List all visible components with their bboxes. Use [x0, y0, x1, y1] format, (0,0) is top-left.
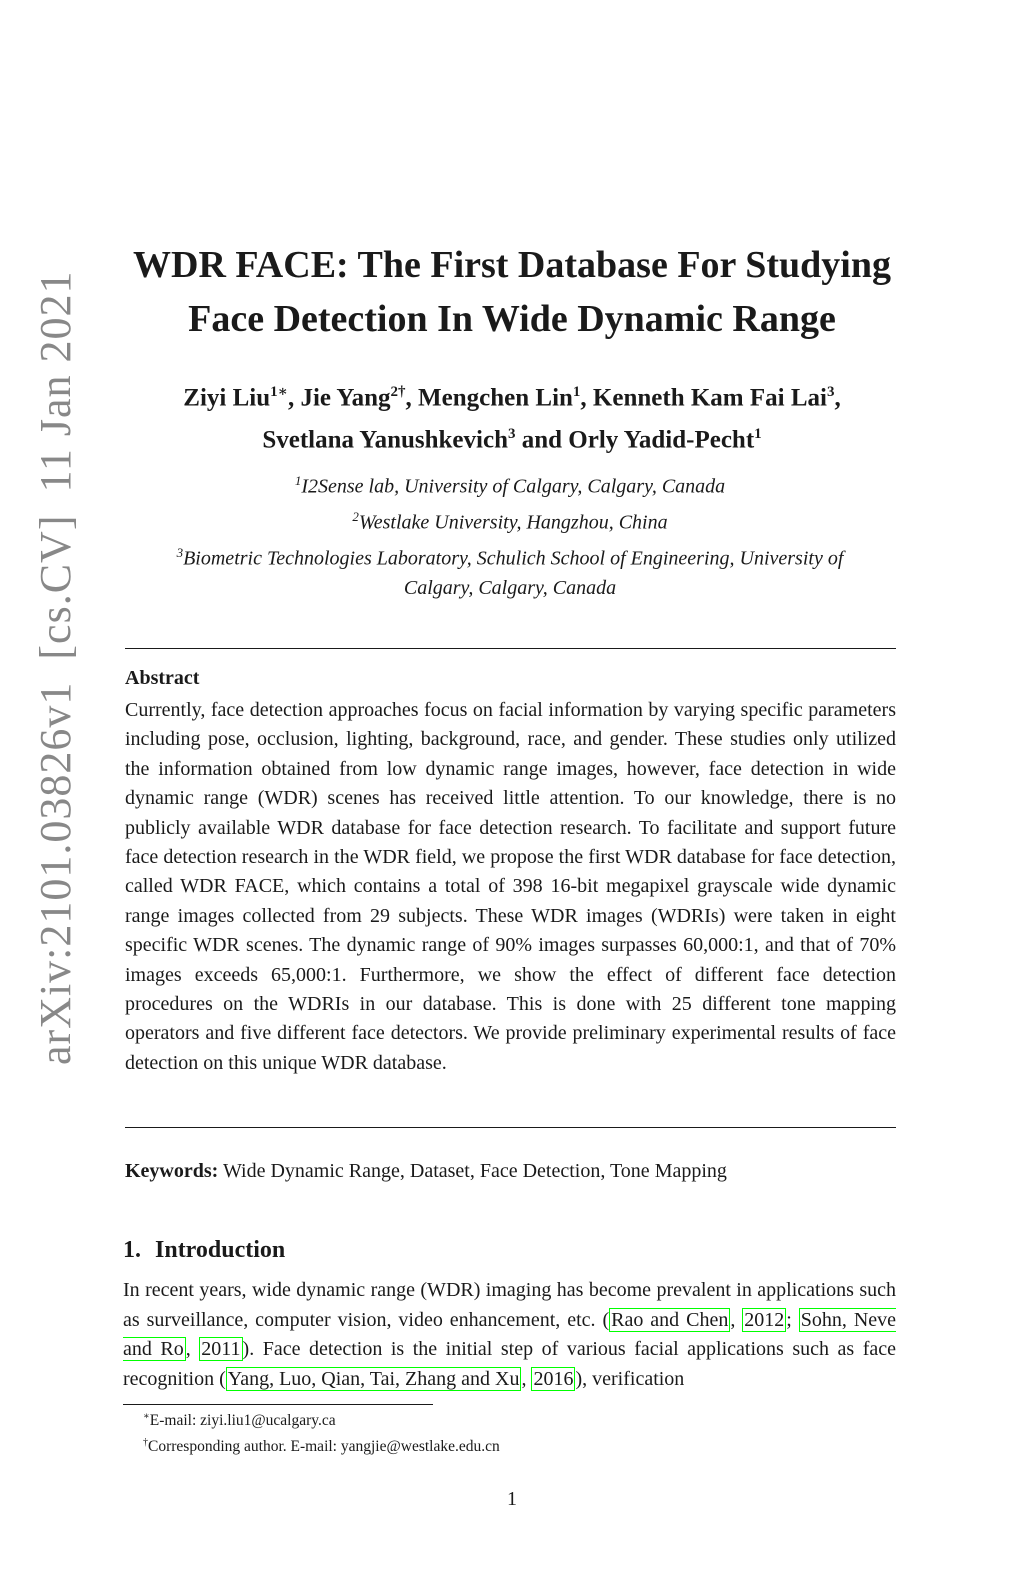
- author-mark: 1∗: [270, 384, 288, 400]
- citation-link[interactable]: 2011: [201, 1338, 241, 1360]
- intro-text: ,: [185, 1338, 200, 1360]
- arxiv-date: 11 Jan 2021: [31, 270, 80, 493]
- author-list: [0, 374, 1024, 459]
- abstract-bottom-rule: [125, 1127, 896, 1128]
- footnote-text: Corresponding author. E-mail: yangjie@westlake.edu.cn: [148, 1438, 500, 1456]
- intro-paragraph: [123, 1276, 896, 1394]
- footnote-mark: †: [143, 1437, 148, 1449]
- footnote-rule: [123, 1404, 433, 1405]
- affiliation-mark: 3: [176, 545, 184, 561]
- author-name: Jie Yang: [300, 384, 391, 412]
- affiliation-text: I2Sense lab, University of Calgary, Calgary, Canada: [301, 475, 726, 498]
- keywords: [125, 1160, 727, 1183]
- title-line-2: Face Detection In Wide Dynamic Range: [188, 298, 836, 340]
- arxiv-category: [cs.CV]: [31, 514, 80, 660]
- footnote-text: E-mail: ziyi.liu1@ucalgary.ca: [149, 1412, 336, 1430]
- author-line-1: Ziyi Liu$^{1∗}$, Jie Yang$^{2\dagger}$, Mengchen Lin$^1$, Kenneth Kam Fai Lai$^3$,: [183, 384, 841, 412]
- citation-link[interactable]: Yang, Luo, Qian, Tai, Zhang and Xu: [227, 1367, 520, 1390]
- footnote: [143, 1432, 500, 1458]
- page-number: 1: [507, 1488, 517, 1510]
- affiliation-text: Westlake University, Hangzhou, China: [358, 511, 668, 534]
- author-line-2: [0, 416, 1024, 458]
- author-name: Svetlana Yanushkevich: [262, 426, 508, 454]
- affiliation: [130, 466, 890, 502]
- footnotes: [143, 1406, 500, 1458]
- intro-text: ;: [786, 1308, 799, 1331]
- keywords-text: Wide Dynamic Range, Dataset, Face Detection, Tone Mapping: [222, 1160, 727, 1182]
- footnote-mark: ∗: [143, 1411, 150, 1422]
- intro-text: In recent years, wide dynamic range (WDR) imaging has become prevalent in applications such as surveillance, computer vision, video enhancement, etc. (: [123, 1279, 896, 1331]
- author-mark: 3: [507, 426, 516, 443]
- intro-text: ), verification: [575, 1367, 685, 1390]
- author-and: and: [521, 426, 563, 454]
- affiliations: [130, 466, 890, 604]
- citation-link[interactable]: Sohn, Neve and Ro: [123, 1308, 897, 1360]
- footnote: [143, 1406, 500, 1432]
- author-mark: 1: [572, 384, 581, 400]
- section-number: 1.: [123, 1237, 141, 1263]
- abstract-top-rule: [125, 648, 896, 649]
- keywords-label: Keywords:: [125, 1160, 219, 1182]
- section-title: Introduction: [155, 1237, 286, 1263]
- citation-link[interactable]: Rao and Chen: [611, 1308, 729, 1331]
- author-mark: 3: [826, 384, 835, 400]
- section-heading: [123, 1237, 285, 1264]
- abstract-body: Currently, face detection approaches focus on facial information by varying specific parameters including pose, occlusion, lighting, background, race, and gender. These studies only utilized the information obtained from low dynamic range images, however, face detection in wide dynamic range (WDR) scenes has received little attention. To our knowledge, there is no publicly available WDR database for face detection research. To facilitate and support future face detection research in the WDR field, we propose the first WDR database for face detection, called WDR FACE, which contains a total of 398 16-bit megapixel grayscale wide dynamic range images collected from 29 subjects. These WDR images (WDRIs) were taken in eight specific WDR scenes. The dynamic range of 90% images surpasses 60,000:1, and that of 70% images exceeds 65,000:1. Furthermore, we show the effect of different face detection procedures on the WDRIs in our database. This is done with 25 different tone mapping operators and five different face detectors. We provide preliminary experimental results of face detection on this unique WDR database.: [125, 699, 896, 1074]
- title-line-1: WDR FACE: The First Database For Studying: [133, 244, 891, 286]
- paper-title: [0, 238, 1024, 346]
- author-name: Kenneth Kam Fai Lai: [592, 384, 827, 412]
- author-name: Orly Yadid-Pecht: [568, 426, 755, 454]
- author-mark: 2†: [390, 384, 406, 400]
- author-name: Mengchen Lin: [418, 384, 573, 412]
- intro-text: ,: [730, 1308, 743, 1331]
- author-name: Ziyi Liu: [183, 384, 271, 412]
- affiliation: [130, 538, 890, 574]
- affiliation: [130, 502, 890, 538]
- arxiv-id: arXiv:2101.03826v1: [31, 681, 80, 1065]
- intro-text: ). Face detection is the initial step of various facial applications such as face recognition (: [123, 1338, 896, 1390]
- affiliation-mark: 1: [294, 473, 302, 488]
- intro-text: ,: [521, 1367, 532, 1390]
- abstract-heading: Abstract: [125, 667, 200, 689]
- author-mark: 1: [754, 426, 762, 443]
- affiliation-continued: Calgary, Calgary, Canada: [403, 577, 617, 600]
- citation-link[interactable]: 2012: [744, 1308, 785, 1331]
- affiliation-mark: 2: [352, 509, 359, 525]
- affiliation-text: Biometric Technologies Laboratory, Schulich School of Engineering, University of: [183, 547, 844, 570]
- citation-link[interactable]: 2016: [533, 1367, 574, 1390]
